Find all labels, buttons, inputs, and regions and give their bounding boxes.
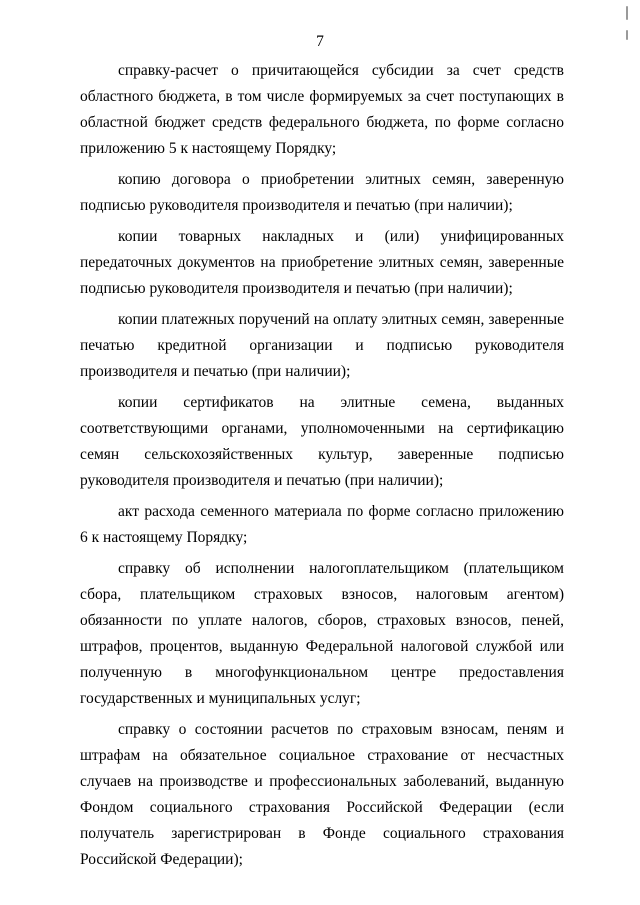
paragraph: справку о состоянии расчетов по страховым взносам, пеням и штрафам на обязательное социальное страхование от несчастных случаев на производстве и профессиональных заболеваний, выданную Фондом социального страхования Российской Федерации (если получатель зарегистрирован в Фонде социального страхования Российской Федерации); xyxy=(80,721,564,868)
paragraph: копию договора о приобретении элитных семян, заверенную подписью руководителя производителя и печатью (при наличии); xyxy=(80,171,564,214)
document-body xyxy=(80,58,564,873)
paragraph: справку об исполнении налогоплательщиком (плательщиком сбора, плательщиком страховых взносов, налоговым агентом) обязанности по уплате налогов, сборов, страховых взносов, пеней, штрафов, процентов, выданную Федеральной налоговой службой или полученную в многофункциональном центре предоставления государственных и муниципальных услуг; xyxy=(80,560,564,707)
paragraph: копии товарных накладных и (или) унифицированных передаточных документов на приобретение элитных семян, заверенные подписью руководителя производителя и печатью (при наличии); xyxy=(80,228,564,297)
scan-mark xyxy=(626,6,628,20)
paragraph: копии платежных поручений на оплату элитных семян, заверенные печатью кредитной организации и подписью руководителя производителя и печатью (при наличии); xyxy=(80,311,564,380)
paragraph: копии сертификатов на элитные семена, выданных соответствующими органами, уполномоченными на сертификацию семян сельскохозяйственных культур, заверенные подписью руководителя производителя и печатью (при наличии); xyxy=(80,394,564,489)
paragraph: акт расхода семенного материала по форме согласно приложению 6 к настоящему Порядку; xyxy=(80,503,564,546)
page-number: 7 xyxy=(316,33,324,50)
paragraph: справку-расчет о причитающейся субсидии за счет средств областного бюджета, в том числе формируемых за счет поступающих в областной бюджет средств федерального бюджета, по форме согласно приложению 5 к настоящему Порядку; xyxy=(80,62,564,157)
